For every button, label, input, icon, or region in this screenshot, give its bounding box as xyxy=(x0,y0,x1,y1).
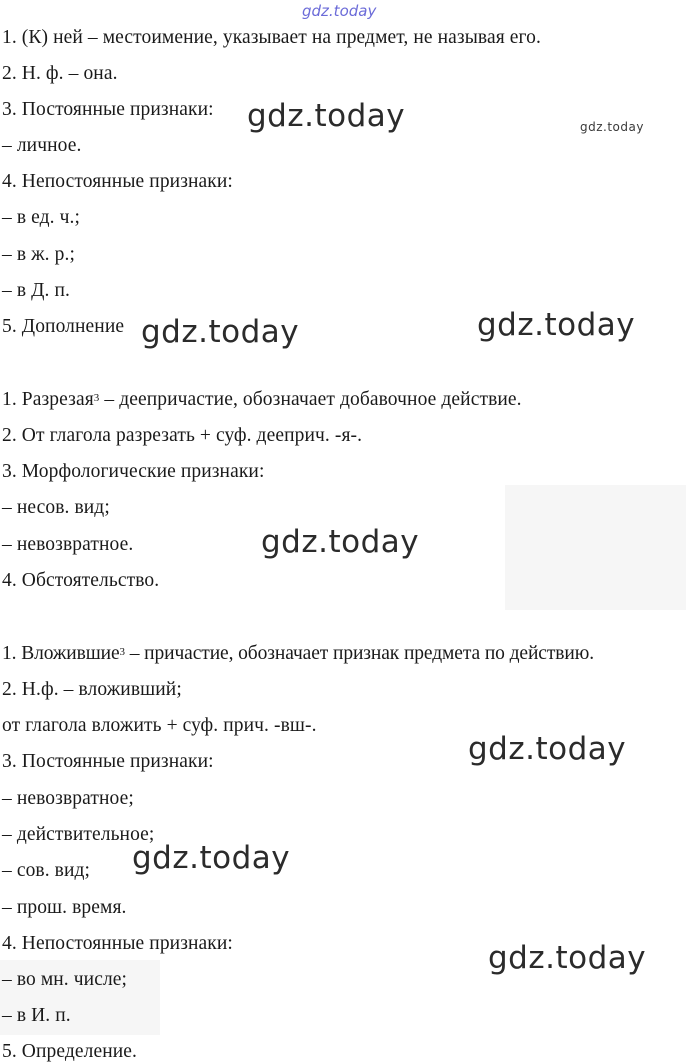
text-line: 4. Непостоянные признаки: xyxy=(2,171,233,192)
header-watermark: gdz.today xyxy=(302,2,377,20)
text-line: – невозвратное. xyxy=(2,534,134,555)
watermark: gdz.today xyxy=(141,314,300,350)
superscript: 3 xyxy=(119,646,125,658)
text-line: 2. От глагола разрезать + суф. дееприч. -я-. xyxy=(2,425,363,446)
text-line: – в Д. п. xyxy=(2,280,70,301)
text-line: 4. Обстоятельство. xyxy=(2,570,160,591)
term: 1. Разрезая xyxy=(2,389,94,410)
text-line: – в И. п. xyxy=(2,1005,71,1026)
text-line xyxy=(2,388,522,412)
watermark: gdz.today xyxy=(247,98,406,134)
watermark: gdz.today xyxy=(468,731,627,767)
text-line: 5. Дополнение xyxy=(2,316,125,337)
definition: – деепричастие, обозначает добавочное действие. xyxy=(99,389,522,410)
text-line: – личное. xyxy=(2,135,82,156)
term: 1. Вложившие xyxy=(2,643,120,664)
text-line: – прош. время. xyxy=(2,897,127,918)
watermark: gdz.today xyxy=(132,840,291,876)
blur-patch-right xyxy=(505,485,686,610)
watermark: gdz.today xyxy=(488,940,647,976)
text-line: 3. Постоянные признаки: xyxy=(2,99,214,120)
definition: – причастие, обозначает признак предмета по действию. xyxy=(124,643,594,664)
text-line: – во мн. числе; xyxy=(2,969,128,990)
text-line: 1. (К) ней – местоимение, указывает на предмет, не называя его. xyxy=(2,27,541,48)
text-line: 5. Определение. xyxy=(2,1041,138,1062)
text-line: 3. Постоянные признаки: xyxy=(2,751,214,772)
text-line: 4. Непостоянные признаки: xyxy=(2,933,233,954)
watermark: gdz.today xyxy=(580,120,644,134)
text-line xyxy=(2,642,594,666)
text-line: – в ж. р.; xyxy=(2,244,75,265)
text-line: 2. Н.ф. – вложивший; xyxy=(2,679,182,700)
text-line: – несов. вид; xyxy=(2,497,110,518)
watermark: gdz.today xyxy=(261,524,420,560)
watermark: gdz.today xyxy=(477,307,636,343)
text-line: от глагола вложить + суф. прич. -вш-. xyxy=(2,715,317,736)
text-line: – действительное; xyxy=(2,824,155,845)
text-line: 2. Н. ф. – она. xyxy=(2,63,118,84)
text-line: – сов. вид; xyxy=(2,860,91,881)
text-line: 3. Морфологические признаки: xyxy=(2,461,265,482)
text-line: – в ед. ч.; xyxy=(2,207,80,228)
superscript: 3 xyxy=(93,392,100,404)
text-line: – невозвратное; xyxy=(2,788,134,809)
